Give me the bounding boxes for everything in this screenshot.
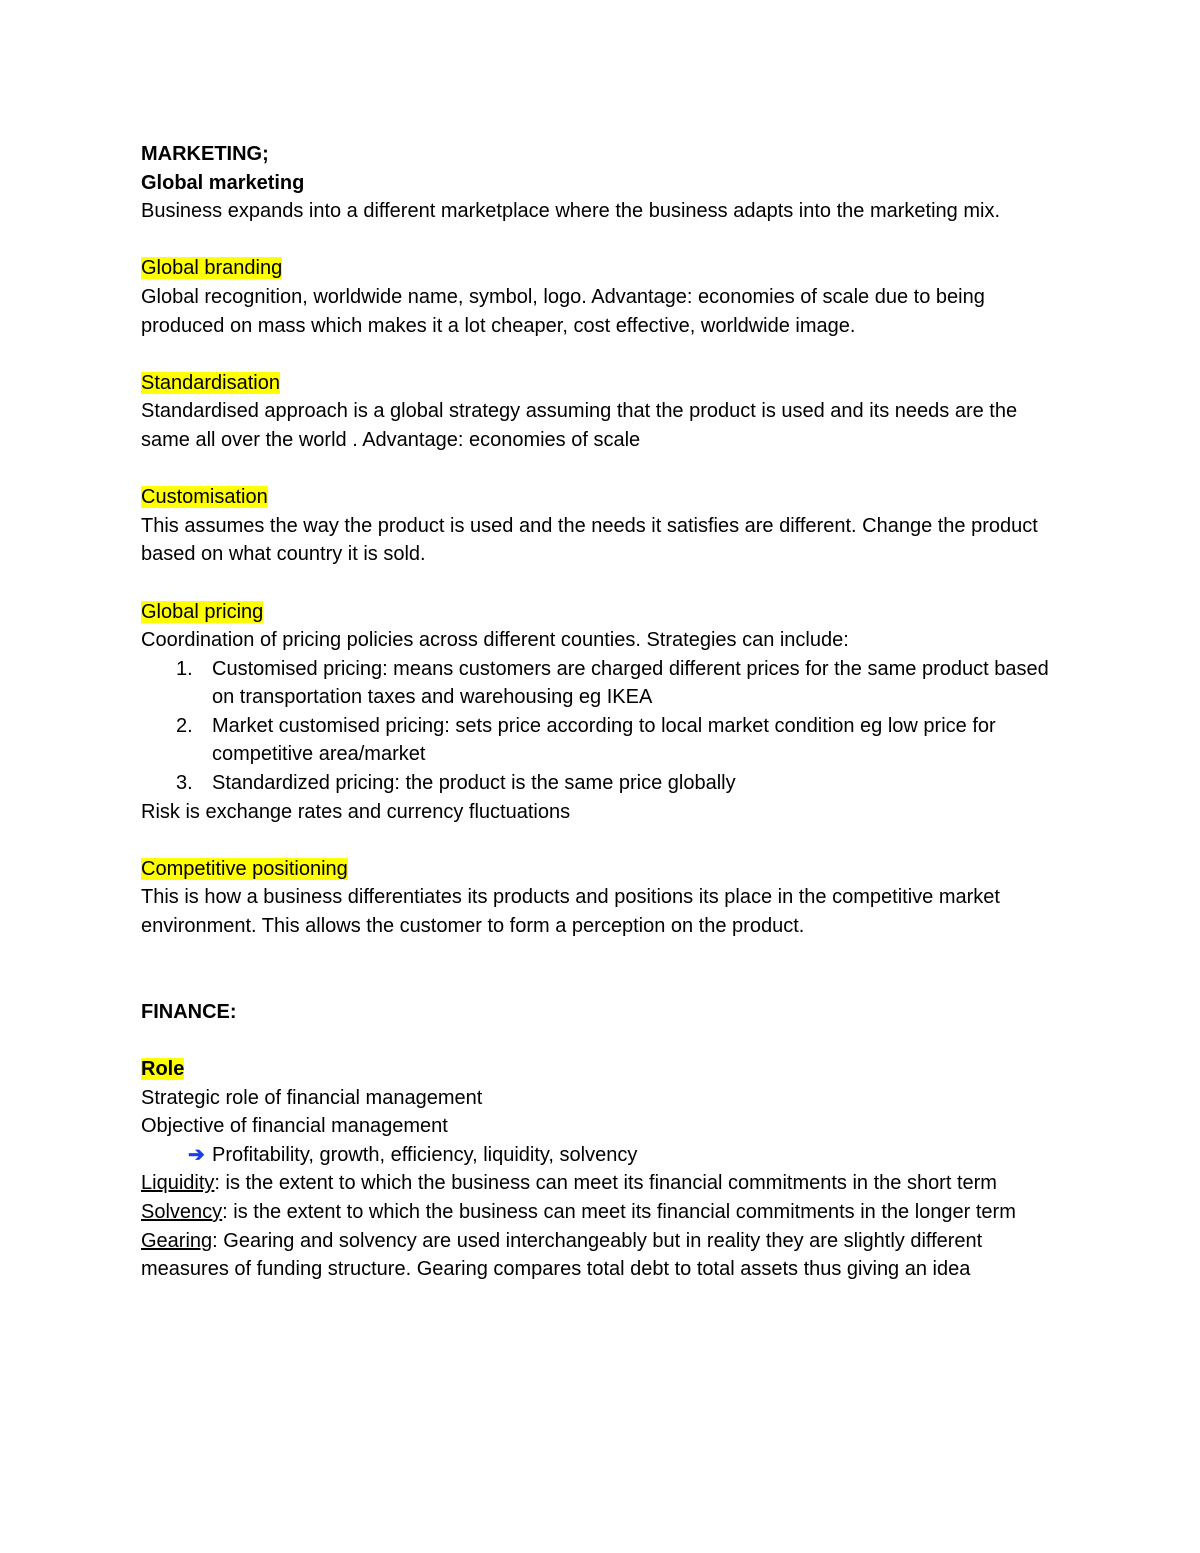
gearing-definition [141, 1227, 1071, 1284]
list-item-text: Standardized pricing: the product is the same price globally [212, 772, 736, 795]
objectives-text: Profitability, growth, efficiency, liquidity, solvency [212, 1143, 638, 1166]
global-pricing-risk: Risk is exchange rates and currency fluctuations [141, 800, 571, 823]
list-item [141, 655, 1071, 712]
list-item-number: 1. [176, 657, 193, 680]
solvency-text: : is the extent to which the business can meet its financial commitments in the longer term [222, 1200, 1016, 1223]
standardisation-text: Standardised approach is a global strategy assuming that the product is used and its needs are the same all over the world . Advantage: economies of scale [141, 400, 1018, 451]
arrow-right-icon: ➔ [188, 1143, 205, 1166]
liquidity-text: : is the extent to which the business can meet its financial commitments in the short term [214, 1172, 997, 1195]
liquidity-term: Liquidity [141, 1172, 215, 1195]
global-marketing-text: Business expands into a different marketplace where the business adapts into the marketing mix. [141, 200, 1000, 223]
customisation-title: Customisation [141, 486, 268, 509]
global-branding-text: Global recognition, worldwide name, symbol, logo. Advantage: economies of scale due to being produced on mass which makes it a lot cheaper, cost effective, worldwide image. [141, 285, 985, 337]
role-title: Role [141, 1058, 185, 1080]
liquidity-definition [141, 1169, 1071, 1198]
role-line-objective: Objective of financial management [141, 1115, 448, 1138]
list-item [141, 712, 1071, 769]
gearing-term: Gearing [141, 1229, 213, 1252]
list-item-number: 3. [176, 772, 193, 795]
competitive-positioning-title: Competitive positioning [141, 857, 348, 880]
global-pricing-title: Global pricing [141, 600, 264, 623]
solvency-definition [141, 1198, 1071, 1227]
role-line-strategic: Strategic role of financial management [141, 1086, 483, 1109]
pricing-strategies-list [141, 655, 1071, 798]
list-item-text: Market customised pricing: sets price according to local market condition eg low price for competitive area/market [212, 714, 996, 766]
solvency-term: Solvency [141, 1200, 223, 1223]
list-item [141, 769, 1071, 798]
marketing-heading: MARKETING; [141, 143, 269, 165]
gearing-text: : Gearing and solvency are used interchangeably but in reality they are slightly different measures of funding structure. Gearing compares total debt to total assets thus giving an idea [141, 1229, 983, 1281]
global-marketing-title: Global marketing [141, 171, 305, 194]
objectives-bullet [141, 1141, 1071, 1170]
competitive-positioning-text: This is how a business differentiates its products and positions its place in the competitive market environment. This allows the customer to form a perception on the product. [141, 886, 1000, 938]
list-item-text: Customised pricing: means customers are charged different prices for the same product based on transportation taxes and warehousing eg IKEA [212, 657, 1049, 709]
finance-heading: FINANCE: [141, 1000, 237, 1023]
list-item-number: 2. [176, 714, 193, 737]
global-pricing-intro: Coordination of pricing policies across different counties. Strategies can include: [141, 629, 849, 652]
global-branding-title: Global branding [141, 257, 283, 280]
customisation-text: This assumes the way the product is used and the needs it satisfies are different. Change the product based on what country it is sold. [141, 514, 1038, 566]
document-body [141, 140, 1071, 1284]
standardisation-title: Standardisation [141, 371, 280, 394]
